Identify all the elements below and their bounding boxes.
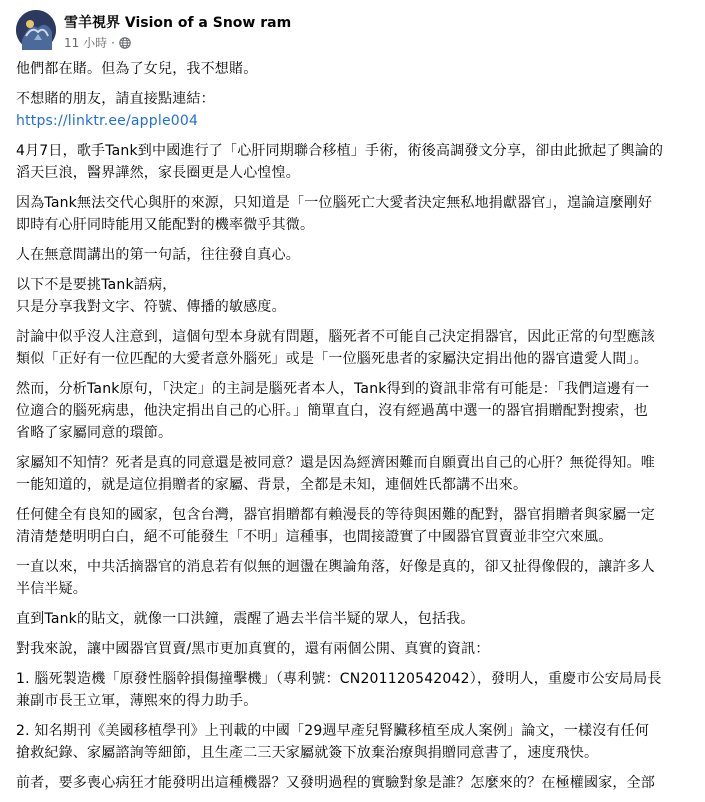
post-paragraph [16, 88, 692, 132]
post-paragraph [16, 772, 692, 794]
paragraph-line: 省略了家屬同意的環節。 [16, 425, 173, 441]
snow-ram-avatar-icon [16, 10, 56, 50]
post-paragraph [16, 58, 692, 80]
post-paragraph [16, 504, 692, 548]
paragraph-line: 以下不是要挑Tank語病， [16, 277, 177, 293]
post-paragraph [16, 378, 692, 444]
paragraph-line: 1. 腦死製造機「原發性腦幹損傷撞擊機」（專利號：CN201120542042），發明人，重慶市公安局局長 [16, 671, 662, 687]
paragraph-line: 因為Tank無法交代心與肝的來源，只知道是「一位腦死亡大愛者決定無私地捐獻器官」，遑論這麼剛好 [16, 195, 653, 211]
post-paragraph [16, 192, 692, 236]
post-meta [64, 34, 131, 51]
paragraph-line: 類似「正好有一位匹配的大愛者意外腦死」或是「一位腦死患者的家屬決定捐出他的器官遺愛人間」。 [16, 351, 648, 367]
paragraph-line: 半信半疑。 [16, 581, 87, 597]
post-paragraph [16, 608, 692, 630]
paragraph-line: 位適合的腦死病患，他決定捐出自己的心肝。」簡單直白，沒有經過萬中選一的器官捐贈配對搜索，也 [16, 403, 648, 419]
avatar[interactable] [16, 10, 56, 50]
post-header [16, 10, 676, 54]
paragraph-line: 清清楚楚明明白白，絕不可能發生「不明」這種事，也間接證實了中國器官買賣並非空穴來風。 [16, 529, 613, 545]
meta-separator: · [111, 35, 115, 50]
post-body [16, 58, 692, 802]
post-paragraph [16, 326, 692, 370]
paragraph-line: 搶救紀錄、家屬諮詢等細節，且生產二三天家屬就簽下放棄治療與捐贈同意書了，速度飛快。 [16, 745, 599, 761]
paragraph-line: 他們都在賭。但為了女兒，我不想賭。 [16, 61, 258, 77]
paragraph-line: 前者，要多喪心病狂才能發明出這種機器？又發明過程的實驗對象是誰？怎麼來的？在極權國家，全部 [16, 775, 655, 791]
post-paragraph [16, 140, 692, 184]
paragraph-line: 任何健全有良知的國家，包含台灣，器官捐贈都有賴漫長的等待與困難的配對，器官捐贈者與家屬一定 [16, 507, 655, 523]
paragraph-line: 不想賭的朋友，請直接點連結： [16, 91, 215, 107]
paragraph-line: 人在無意間講出的第一句話，往往發自真心。 [16, 247, 300, 263]
paragraph-line: 家屬知不知情？死者是真的同意還是被同意？還是因為經濟困難而自願賣出自己的心肝？無從得知。唯 [16, 455, 655, 471]
post-paragraph [16, 720, 692, 764]
paragraph-line: 只是分享我對文字、符號、傳播的敏感度。 [16, 299, 286, 315]
paragraph-line: 直到Tank的貼文，就像一口洪鐘，震醒了過去半信半疑的眾人，包括我。 [16, 611, 475, 627]
paragraph-line: 兼副市長王立軍，薄熙來的得力助手。 [16, 693, 258, 709]
paragraph-line: 即時有心肝同時能用又能配對的機率微乎其微。 [16, 217, 315, 233]
post-paragraph [16, 668, 692, 712]
paragraph-line: 一直以來，中共活摘器官的消息若有似無的迴盪在輿論角落，好像是真的，卻又扯得像假的，讓許多人 [16, 559, 655, 575]
author-name[interactable]: 雪羊視界 Vision of a Snow ram [64, 15, 292, 31]
paragraph-line: 2. 知名期刊《美國移植學刊》上刊載的中國「29週早產兒腎臟移植至成人案例」論文，一樣沒有任何 [16, 723, 650, 739]
post-paragraph [16, 638, 692, 660]
globe-icon[interactable] [119, 37, 131, 49]
post-paragraph [16, 556, 692, 600]
paragraph-line: 討論中似乎沒人注意到，這個句型本身就有問題，腦死者不可能自己決定捐器官，因此正常的句型應該 [16, 329, 655, 345]
paragraph-line: 一能知道的，就是這位捐贈者的家屬、背景，全都是未知，連個姓氏都講不出來。 [16, 477, 528, 493]
paragraph-line: 對我來說，讓中國器官買賣/黑市更加真實的，還有兩個公開、真實的資訊： [16, 641, 490, 657]
paragraph-line: 4月7日，歌手Tank到中國進行了「心肝同期聯合移植」手術，術後高調發文分享，卻由此掀起了輿論的 [16, 143, 664, 159]
post-paragraph [16, 244, 692, 266]
paragraph-line: 然而，分析Tank原句，「決定」的主詞是腦死者本人，Tank得到的資訊非常有可能是：「我們這邊有一 [16, 381, 650, 397]
linktree-link[interactable]: https://linktr.ee/apple004 [16, 113, 199, 129]
post-paragraph [16, 274, 692, 318]
post-paragraph [16, 452, 692, 496]
paragraph-line: 滔天巨浪，醫界譁然，家長圈更是人心惶惶。 [16, 165, 300, 181]
post-time[interactable]: 11 小時 [64, 36, 108, 50]
